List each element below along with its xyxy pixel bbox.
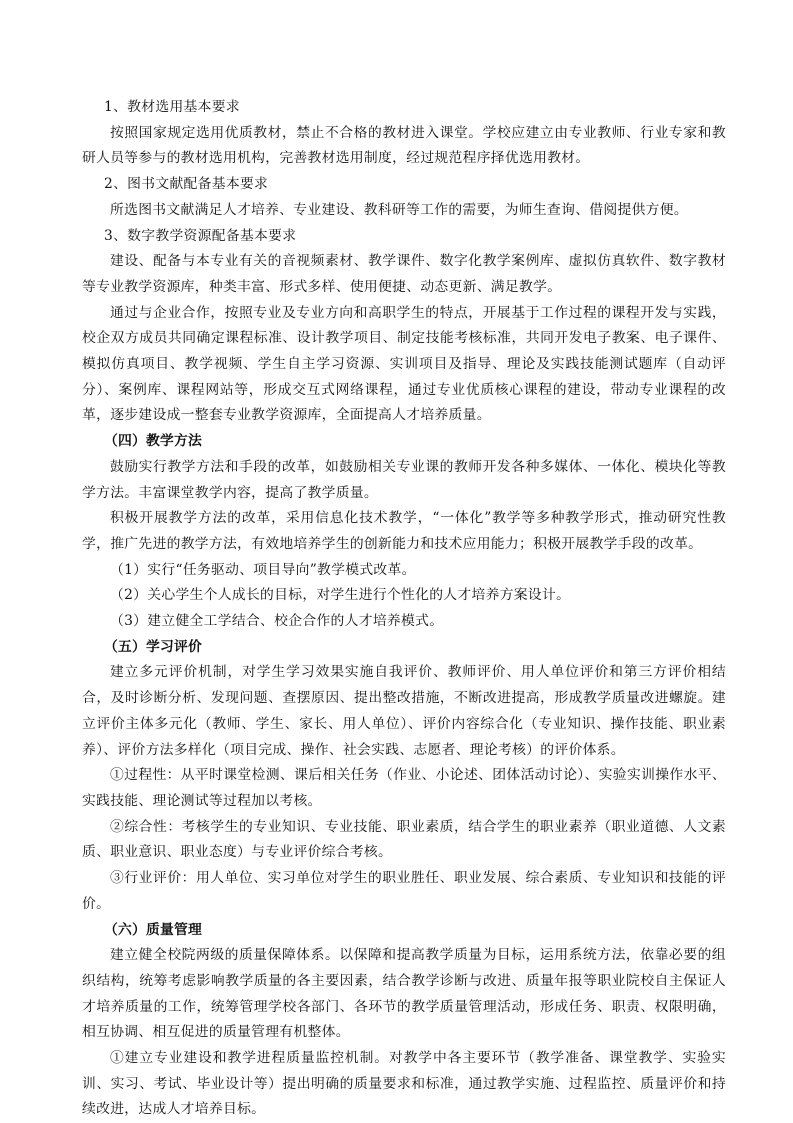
paragraph: ③行业评价：用人单位、实习单位对学生的职业胜任、职业发展、综合素质、专业知识和技能的评价。 <box>82 870 726 912</box>
paragraph: （3）建立健全工学结合、校企合作的人才培养模式。 <box>110 613 444 630</box>
paragraph: 建立健全校院两级的质量保障体系。以保障和提高教学质量为目标，运用系统方法，依靠必要的组织结构，统筹考虑影响教学质量的各主要因素，结合教学诊断与改进、质量年报等职业院校自主保证人才培养质量的工作，统筹管理学校各部门、各环节的教学质量管理活动，形成任务、职责、权限明确，相互协调、相互促进的质量管理有机整体。 <box>82 947 726 1041</box>
paragraph: ①建立专业建设和教学进程质量监控机制。对教学中各主要环节（教学准备、课堂教学、实验实训、实习、考试、毕业设计等）提出明确的质量要求和标准，通过教学实施、过程监控、质量评价和持续改进，达成人才培养目标。 <box>82 1050 726 1118</box>
paragraph: （1）实行“任务驱动、项目导向”教学模式改革。 <box>110 561 416 578</box>
paragraph: 建设、配备与本专业有关的音视频素材、教学课件、数字化教学案例库、虚拟仿真软件、数字教材等专业教学资源库，种类丰富、形式多样、使用便捷、动态更新、满足教学。 <box>82 253 726 295</box>
heading-digital-resources: 3、数字教学资源配备基本要求 <box>104 227 297 244</box>
paragraph: 按照国家规定选用优质教材，禁止不合格的教材进入课堂。学校应建立由专业教师、行业专家和教研人员等参与的教材选用机构，完善教材选用制度，经过规范程序择优选用教材。 <box>82 124 726 167</box>
paragraph: ②综合性：考核学生的专业知识、专业技能、职业素质，结合学生的职业素养（职业道德、人文素质、职业意识、职业态度）与专业评价综合考核。 <box>82 818 726 861</box>
paragraph: 所选图书文献满足人才培养、专业建设、教科研等工作的需要，为师生查询、借阅提供方便。 <box>110 201 688 218</box>
paragraph: 鼓励实行教学方法和手段的改革，如鼓励相关专业课的教师开发各种多媒体、一体化、模块化等教学方法。丰富课堂教学内容，提高了教学质量。 <box>82 458 726 501</box>
document-body <box>82 95 726 1123</box>
section-heading-teaching-methods: （四）教学方法 <box>104 433 202 450</box>
paragraph: 积极开展教学方法的改革，采用信息化技术教学，“一体化”教学等多种教学形式，推动研究性教学，推广先进的教学方法，有效地培养学生的创新能力和技术应用能力；积极开展教学手段的改革。 <box>82 510 726 552</box>
section-heading-learning-evaluation: （五）学习评价 <box>104 638 202 655</box>
section-heading-quality-management: （六）质量管理 <box>104 921 202 938</box>
paragraph: 建立多元评价机制，对学生学习效果实施自我评价、教师评价、用人单位评价和第三方评价相结合，及时诊断分析、发现问题、查摆原因、提出整改措施，不断改进提高，形成教学质量改进螺旋。建立评价主体多元化（教师、学生、家长、用人单位）、评价内容综合化（专业知识、操作技能、职业素养）、评价方法多样化（项目完成、操作、社会实践、志愿者、理论考核）的评价体系。 <box>82 664 726 758</box>
paragraph: ①过程性：从平时课堂检测、课后相关任务（作业、小论述、团体活动讨论）、实验实训操作水平、实践技能、理论测试等过程加以考核。 <box>82 767 726 809</box>
heading-textbook-selection: 1、教材选用基本要求 <box>104 99 240 115</box>
heading-library-resources: 2、图书文献配备基本要求 <box>104 176 269 193</box>
paragraph: 通过与企业合作，按照专业及专业方向和高职学生的特点，开展基于工作过程的课程开发与实践，校企双方成员共同确定课程标准、设计教学项目、制定技能考核标准，共同开发电子教案、电子课件、模拟仿真项目、教学视频、学生自主学习资源、实训项目及指导、理论及实践技能测试题库（自动评分）、案例库、课程网站等，形成交互式网络课程，通过专业优质核心课程的建设，带动专业课程的改革，逐步建设成一整套专业教学资源库，全面提高人才培养质量。 <box>82 304 726 424</box>
paragraph: （2）关心学生个人成长的目标，对学生进行个性化的人才培养方案设计。 <box>110 587 571 604</box>
